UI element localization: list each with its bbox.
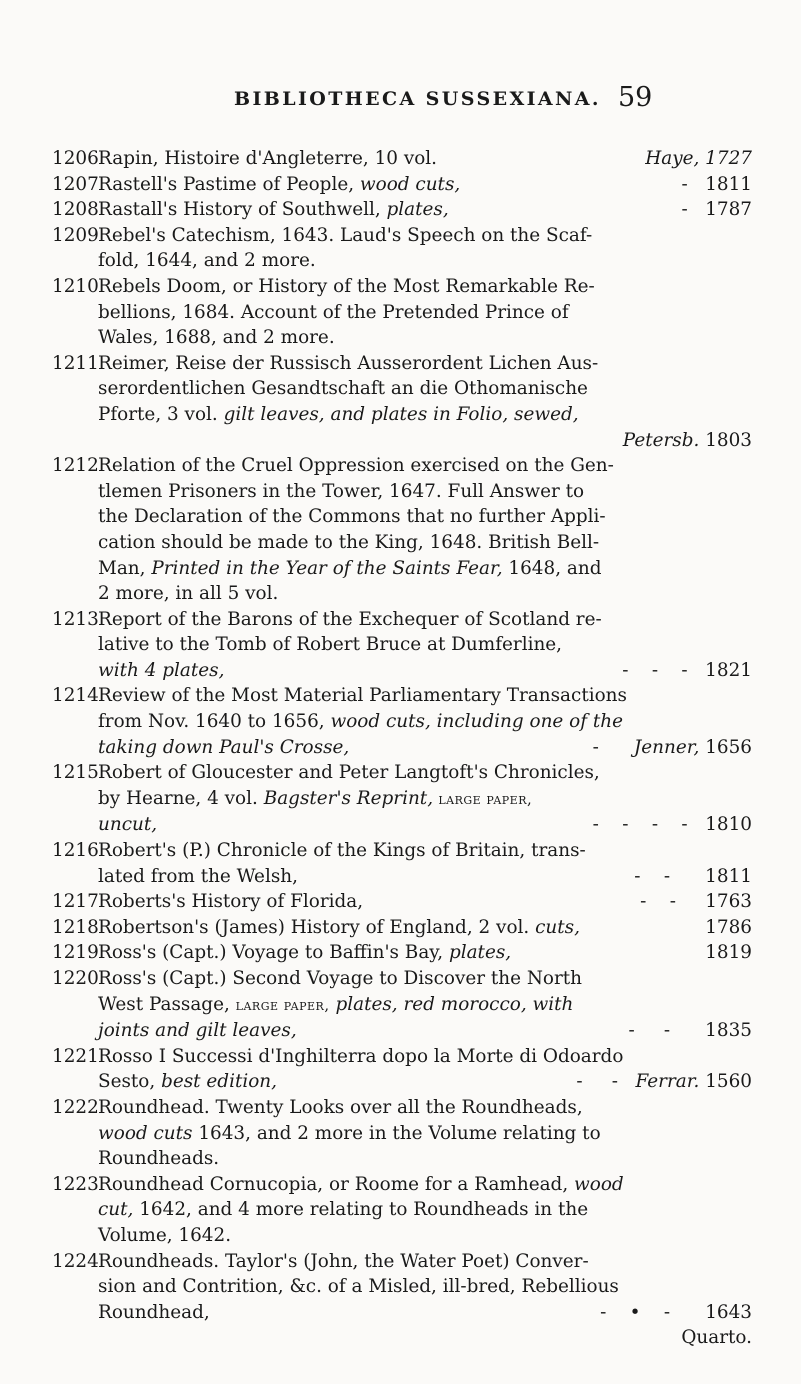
entry-number: 1212	[52, 455, 99, 477]
entry-line	[98, 300, 752, 326]
entry-line	[98, 915, 752, 941]
entry-segment: cuts,	[535, 916, 580, 938]
page-header	[0, 82, 801, 118]
entry-date	[628, 1018, 752, 1044]
entry-segment: Roundhead Cornucopia, or Roome for a Ramhead,	[98, 1173, 575, 1195]
catalogue-entry	[52, 197, 752, 223]
entry-number: 1221	[52, 1045, 99, 1067]
catalogue-entry	[52, 966, 752, 1044]
entry-number: 1210	[52, 275, 99, 297]
entry-text	[98, 146, 752, 172]
entry-segment: Review of the Most Material Parliamentary Transactions	[98, 685, 627, 707]
entry-segment: 1648, and	[502, 557, 602, 579]
entry-line	[98, 1069, 752, 1095]
entry-date	[640, 889, 752, 915]
entry-text	[98, 889, 752, 915]
entry-segment: - • - 1643	[600, 1301, 752, 1323]
entry-segment: taking down Paul's Crosse,	[98, 736, 350, 758]
entry-line	[98, 248, 752, 274]
entry-number: 1224	[52, 1250, 99, 1272]
entry-segment: Quarto.	[681, 1327, 752, 1349]
entry-segment: Relation of the Cruel Oppression exercised on the Gen-	[98, 455, 614, 477]
entry-line	[98, 658, 752, 684]
entry-segment: Sesto,	[98, 1071, 162, 1093]
catalogue-entry	[52, 940, 752, 966]
entry-segment: large paper,	[235, 995, 330, 1014]
entry-segment: Rapin, Histoire d'Angleterre, 10 vol.	[98, 148, 438, 169]
entry-date	[681, 197, 752, 223]
entry-segment: Haye, 1727	[645, 148, 752, 169]
entry-segment: wood cuts,	[359, 173, 461, 195]
entry-segment: plates,	[448, 942, 512, 964]
entry-segment: - - 1763	[640, 891, 752, 913]
entry-segment: the Declaration of the Commons that no further Appli-	[98, 506, 606, 528]
entry-line	[98, 1095, 752, 1121]
entry-line	[98, 504, 752, 530]
entry-line	[98, 453, 752, 479]
entry-text	[98, 1095, 752, 1172]
entry-text	[98, 197, 752, 223]
entry-segment: cut,	[98, 1199, 134, 1221]
entry-number: 1219	[52, 942, 99, 964]
entry-segment: Jenner,	[633, 736, 700, 758]
entry-segment: - - - 1821	[604, 659, 752, 681]
entry-text	[98, 760, 752, 838]
entry-segment: West Passage,	[98, 993, 236, 1015]
entry-segment: from Nov. 1640 to 1656,	[98, 711, 331, 733]
entry-segment: 1819	[705, 942, 752, 964]
entry-line	[98, 581, 752, 607]
entry-segment: Bagster's Reprint,	[263, 787, 434, 809]
entry-segment: Roundheads. Taylor's (John, the Water Poet) Conver-	[98, 1250, 589, 1272]
running-title: BIBLIOTHECA SUSSEXIANA.	[234, 88, 601, 110]
entry-segment: serordentlichen Gesandtschaft an die Othomanische	[98, 378, 588, 400]
entry-line	[98, 607, 752, 633]
entry-segment: wood cuts	[98, 1122, 193, 1144]
catalogue-entry	[52, 838, 752, 889]
entry-text	[98, 683, 752, 760]
entry-text	[98, 607, 752, 684]
entry-date	[681, 1325, 752, 1351]
page-number: 59	[618, 82, 653, 113]
entry-text	[98, 838, 752, 889]
entry-number: 1218	[52, 916, 99, 938]
entry-number: 1216	[52, 840, 99, 862]
catalogue-entry	[52, 607, 752, 684]
entry-text	[98, 351, 752, 453]
entry-text	[98, 274, 752, 351]
entry-line	[98, 223, 752, 249]
entry-segment: - - 1835	[628, 1020, 752, 1042]
entry-segment: Robert of Gloucester and Peter Langtoft's Chronicles,	[98, 762, 600, 784]
entry-line	[98, 376, 752, 402]
entry-number: 1223	[52, 1173, 99, 1195]
entry-text	[98, 1172, 752, 1249]
entry-segment: fold, 1644, and 2 more.	[98, 250, 316, 272]
entry-line	[98, 760, 752, 786]
entry-number: 1206	[52, 148, 99, 169]
entry-line	[98, 632, 752, 658]
entry-line	[98, 966, 752, 992]
entry-segment: Report of the Barons of the Exchequer of Scotland re-	[98, 608, 602, 630]
entry-segment: Man,	[98, 557, 152, 579]
entry-text	[98, 453, 752, 607]
entry-number: 1217	[52, 891, 99, 913]
entry-segment: Printed in the Year of the Saints Fear,	[151, 557, 503, 579]
catalogue-entries	[52, 146, 752, 1351]
catalogue-entry	[52, 172, 752, 198]
entry-segment: - - - - 1810	[580, 814, 752, 836]
entry-date	[605, 658, 752, 684]
entry-date	[699, 915, 752, 941]
entry-segment: lative to the Tomb of Robert Bruce at Dumferline,	[98, 634, 563, 656]
entry-segment: 1786	[699, 916, 752, 938]
entry-segment: bellions, 1684. Account of the Pretended Prince of	[98, 301, 569, 323]
entry-segment: Rastell's Pastime of People,	[98, 173, 360, 195]
entry-segment: Wales, 1688, and 2 more.	[98, 327, 335, 349]
entry-text	[98, 223, 752, 274]
entry-line	[98, 1300, 752, 1326]
catalogue-entry	[52, 453, 752, 607]
entry-number: 1211	[52, 352, 99, 374]
entry-line	[98, 1172, 752, 1198]
entry-line	[98, 735, 752, 761]
entry-number: 1209	[52, 224, 99, 246]
entry-line	[98, 1044, 752, 1070]
entry-segment: Pforte, 3 vol.	[98, 403, 224, 425]
entry-date	[600, 1300, 752, 1326]
entry-line	[98, 146, 752, 172]
catalogue-entry	[52, 889, 752, 915]
entry-segment: Roundhead,	[98, 1301, 210, 1323]
entry-line	[98, 786, 752, 813]
catalogue-entry	[52, 760, 752, 838]
entry-line	[98, 479, 752, 505]
entry-text	[98, 1044, 752, 1095]
entry-line	[98, 530, 752, 556]
entry-number: 1208	[52, 199, 99, 221]
catalogue-entry	[52, 1172, 752, 1249]
entry-segment: plates,	[386, 199, 449, 221]
entry-number: 1207	[52, 173, 99, 195]
entry-date	[705, 940, 752, 966]
entry-line	[98, 889, 752, 915]
entry-line	[98, 940, 752, 966]
entry-number: 1220	[52, 968, 99, 989]
entry-segment: Roundhead. Twenty Looks over all the Roundheads,	[98, 1096, 583, 1118]
entry-segment: Ross's (Capt.) Voyage to Baffin's Bay,	[98, 942, 449, 964]
entry-date: Petersb. 1803	[622, 429, 752, 451]
entry-segment: - 1811	[669, 173, 752, 195]
entry-segment: Ferrar.	[635, 1071, 700, 1093]
entry-segment: tlemen Prisoners in the Tower, 1647. Full Answer to	[98, 480, 585, 502]
entry-segment: lated from the Welsh,	[98, 865, 298, 887]
entry-text	[98, 1249, 752, 1351]
entry-segment: Rebel's Catechism, 1643. Laud's Speech on the Scaf-	[98, 224, 593, 246]
entry-line	[98, 709, 752, 735]
entry-line	[98, 1274, 752, 1300]
entry-segment: Volume, 1642.	[98, 1224, 232, 1246]
entry-segment: Reimer, Reise der Russisch Ausserordent Lichen Aus-	[98, 352, 599, 374]
catalogue-entry	[52, 1044, 752, 1095]
entry-segment: Robertson's (James) History of England, 2 vol.	[98, 916, 536, 938]
entry-line	[98, 556, 752, 582]
entry-line	[98, 1146, 752, 1172]
entry-line	[98, 812, 752, 838]
entry-text	[98, 940, 752, 966]
entry-line	[98, 1249, 752, 1275]
entry-segment: - 1787	[681, 199, 752, 221]
catalogue-entry	[52, 683, 752, 760]
entry-segment: Roundheads.	[98, 1148, 220, 1170]
entry-line	[98, 1121, 752, 1147]
entry-date	[645, 146, 752, 172]
entry-line	[98, 992, 752, 1019]
entry-text	[98, 915, 752, 941]
entry-segment: gilt leaves, and plates in Folio, sewed,	[223, 403, 579, 425]
entry-segment: cation should be made to the King, 1648. British Bell-	[98, 531, 600, 553]
entry-line	[98, 1197, 752, 1223]
entry-line	[98, 838, 752, 864]
entry-segment: Petersb.	[622, 429, 700, 451]
catalogue-entry	[52, 274, 752, 351]
entry-segment: - - 1811	[634, 865, 752, 887]
entry-line	[98, 197, 752, 223]
catalogue-entry	[52, 351, 752, 453]
entry-segment: large paper,	[433, 789, 533, 808]
entry-date: - Jenner, 1656	[592, 736, 752, 758]
entry-segment: Roberts's History of Florida,	[98, 891, 364, 913]
entry-date	[670, 172, 752, 198]
entry-line	[98, 1018, 752, 1044]
entry-segment: Rosso I Successi d'Inghilterra dopo la Morte di Odoardo	[98, 1045, 624, 1067]
entry-text	[98, 966, 752, 1044]
entry-line	[98, 351, 752, 377]
entry-segment: 2 more, in all 5 vol.	[98, 583, 279, 605]
entry-segment: with 4 plates,	[98, 659, 225, 681]
entry-segment: wood cuts, including one of the	[330, 711, 623, 733]
entry-date	[634, 864, 752, 890]
entry-line	[98, 1223, 752, 1249]
catalogue-entry	[52, 915, 752, 941]
entry-segment: sion and Contrition, &c. of a Misled, ill-bred, Rebellious	[98, 1276, 619, 1298]
entry-segment: joints and gilt leaves,	[98, 1020, 297, 1042]
entry-line	[98, 274, 752, 300]
entry-line	[98, 172, 752, 198]
entry-segment: Rastall's History of Southwell,	[98, 199, 387, 221]
entry-line	[98, 683, 752, 709]
entry-segment: Ross's (Capt.) Second Voyage to Discover the North	[98, 968, 583, 989]
entry-line	[98, 325, 752, 351]
entry-segment: by Hearne, 4 vol.	[98, 787, 264, 809]
entry-segment: uncut,	[98, 814, 158, 836]
entry-segment: plates, red morocco, with	[335, 993, 574, 1015]
entry-date: - - Ferrar. 1560	[576, 1071, 752, 1093]
entry-segment: 1642, and 4 more relating to Roundheads in the	[133, 1199, 589, 1221]
entry-segment: wood	[574, 1173, 624, 1195]
entry-segment: 1643, and 2 more in the Volume relating to	[192, 1122, 601, 1144]
entry-segment: Robert's (P.) Chronicle of the Kings of Britain, trans-	[98, 840, 586, 862]
entry-text	[98, 172, 752, 198]
entry-segment: best edition,	[161, 1071, 277, 1093]
entry-number: 1213	[52, 608, 99, 630]
catalogue-entry	[52, 223, 752, 274]
entry-number: 1214	[52, 685, 99, 707]
catalogue-entry	[52, 146, 752, 172]
entry-segment: Rebels Doom, or History of the Most Remarkable Re-	[98, 275, 595, 297]
entry-date	[581, 812, 752, 838]
entry-number: 1222	[52, 1096, 99, 1118]
catalogue-entry	[52, 1249, 752, 1351]
entry-number: 1215	[52, 762, 99, 784]
entry-line	[98, 864, 752, 890]
catalogue-entry	[52, 1095, 752, 1172]
entry-line	[98, 402, 752, 428]
